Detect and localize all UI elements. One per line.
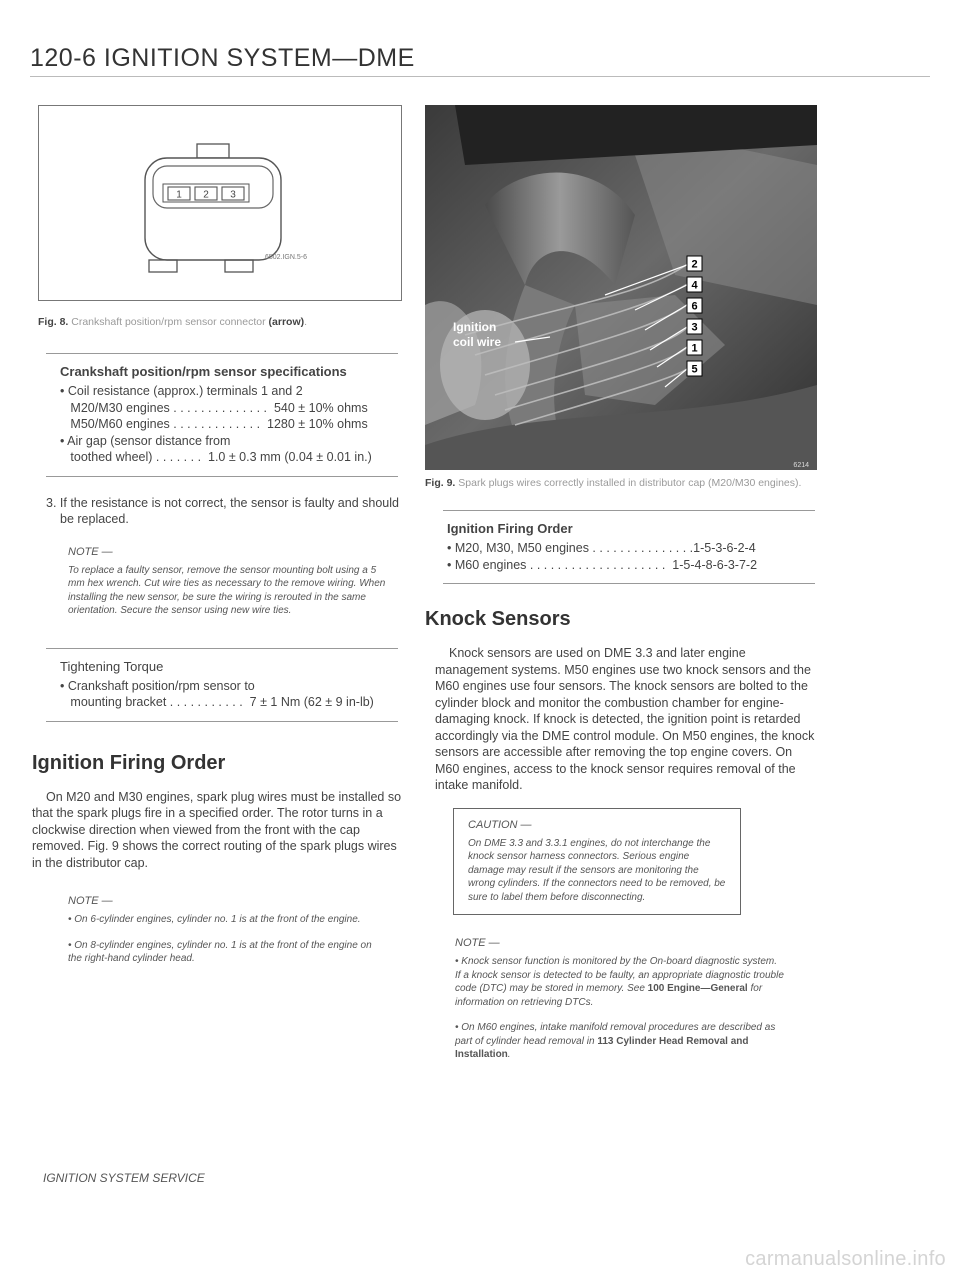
fig9-caption [425,476,817,490]
fig8-figure [38,105,402,301]
crank-spec-box [46,353,398,477]
distributor-photo [425,105,817,470]
ignition-label: Ignition [453,320,497,334]
torque-spec-box [46,648,398,722]
caption-text: Spark plugs wires correctly installed in distributor cap (M20/M30 engines). [458,477,802,489]
note-heading: NOTE — [455,937,500,949]
note-replace-sensor [68,546,388,618]
header-rule [30,76,930,77]
firing-order-body: On M20 and M30 engines, spark plug wires must be installed so that the spark plugs fire in a specified order. The rotor turns in a clockwise direction when viewed from the front with the cap removed. Fig. 9 shows the correct routing of the spark plugs wires in the distributor cap. [32,789,402,870]
spec-line: • M60 engines . . . . . . . . . . . . . . . . . . . . 1-5-4-8-6-3-7-2 [447,557,758,572]
figure-code: 6214 [793,462,809,469]
watermark: carmanualsonline.info [745,1248,946,1270]
spec-title: Tightening Torque [60,658,164,674]
caution-box [453,808,741,916]
note-text: for information on retrieving DTCs. [455,983,763,1008]
note-item [455,955,785,1009]
cylinder-number: 6 [691,300,698,313]
fig8-caption [38,315,402,329]
note-item: • On 8-cylinder engines, cylinder no. 1 is at the front of the engine on the right-hand cylinder head. [68,939,372,964]
note-text: • Knock sensor function is monitored by the On-board diagnostic system. If a knock sensor is detected to be faulty, an appropriate diagnostic trouble code (DTC) may be stored in memory. See [455,956,784,994]
page-title: 120-6 IGNITION SYSTEM—DME [30,44,415,72]
spec-title: Crankshaft position/rpm sensor specifications [60,364,347,379]
spec-line: mounting bracket . . . . . . . . . . . 7 ± 1 Nm (62 ± 9 in-lb) [60,695,374,709]
caption-end: . [304,316,308,328]
cylinder-number: 4 [691,279,698,292]
note-cylinders [68,895,388,966]
coil-wire-label: coil wire [453,335,502,349]
pin-label: 1 [176,189,182,201]
spec-line: M50/M60 engines . . . . . . . . . . . . . 1280 ± 10% ohms [60,417,368,431]
note-item [455,1021,785,1062]
note-body: To replace a faulty sensor, remove the sensor mounting bolt using a 5 mm hex wrench. Cut wire ties as necessary to the remove wiring. When installing the new sensor, be sure the wiring is rerouted in the same orientation. Secure the sensor using new wire ties. [68,564,386,616]
figure-code: 6502.IGN.5-6 [264,254,307,261]
note-knock-sensor [455,937,785,1062]
cross-reference: 113 Cylinder Head Removal and Installation [455,1035,749,1060]
pin-label: 3 [230,189,236,201]
spec-line: • Coil resistance (approx.) terminals 1 and 2 [60,384,303,398]
cylinder-number: 2 [691,258,698,271]
spec-line: • Crankshaft position/rpm sensor to [60,678,255,693]
knock-sensors-body: Knock sensors are used on DME 3.3 and later engine management systems. M50 engines use two knock sensors and the M60 engines use four sensors. The knock sensors are bolted to the cylinder block and monitor the combustion chamber for engine-damaging knock. If knock is detected, the ignition point is retarded accordingly via the DME control module. On M50 engines, the knock sensors are accessible after removing the top engine covers. On M60 engines, access to the knock sensor requires removal of the intake manifold. [435,646,815,792]
spec-title: Ignition Firing Order [447,521,573,536]
step-3: 3. If the resistance is not correct, the sensor is faulty and should be replaced. [46,495,399,526]
note-text: • On M60 engines, intake manifold removal procedures are described as part of cylinder head removal in [455,1022,776,1047]
caption-label: Fig. 9. [425,477,456,489]
left-column [32,105,402,966]
cylinder-number: 1 [691,342,698,355]
caption-text: Crankshaft position/rpm sensor connector [71,316,266,328]
page-header [30,44,930,73]
firing-order-spec-box [443,510,815,584]
pin-label: 2 [203,189,209,201]
note-text: . [507,1049,511,1060]
note-item: • On 6-cylinder engines, cylinder no. 1 is at the front of the engine. [68,914,361,925]
caution-heading: CAUTION — [468,818,532,831]
spec-line: M20/M30 engines . . . . . . . . . . . . . . 540 ± 10% ohms [60,400,368,415]
right-column [425,105,817,1062]
footer-section-label: IGNITION SYSTEM SERVICE [43,1171,205,1185]
cross-reference: 100 Engine—General [647,983,748,994]
knock-sensors-title: Knock Sensors [425,608,571,630]
note-heading: NOTE — [68,545,113,558]
spec-line: toothed wheel) . . . . . . . 1.0 ± 0.3 mm (0.04 ± 0.01 in.) [60,450,372,464]
spec-line: • M20, M30, M50 engines . . . . . . . . . . . . . . .1-5-3-6-2-4 [447,541,756,555]
connector-diagram [39,106,401,300]
cylinder-number: 3 [691,321,698,334]
caption-arrow: (arrow) [268,316,305,328]
fig9-photo [425,105,817,470]
firing-order-title: Ignition Firing Order [32,751,226,774]
caution-body: On DME 3.3 and 3.3.1 engines, do not interchange the knock sensor harness connectors. Serious engine damage may result if the sensors are monitoring the wrong cylinders. If the connectors need to be removed, be sure to label them before disconnecting. [468,837,726,903]
caption-label: Fig. 8. [38,316,69,328]
cylinder-number: 5 [691,363,698,376]
spec-line: • Air gap (sensor distance from [60,433,231,448]
note-heading: NOTE — [68,895,113,907]
